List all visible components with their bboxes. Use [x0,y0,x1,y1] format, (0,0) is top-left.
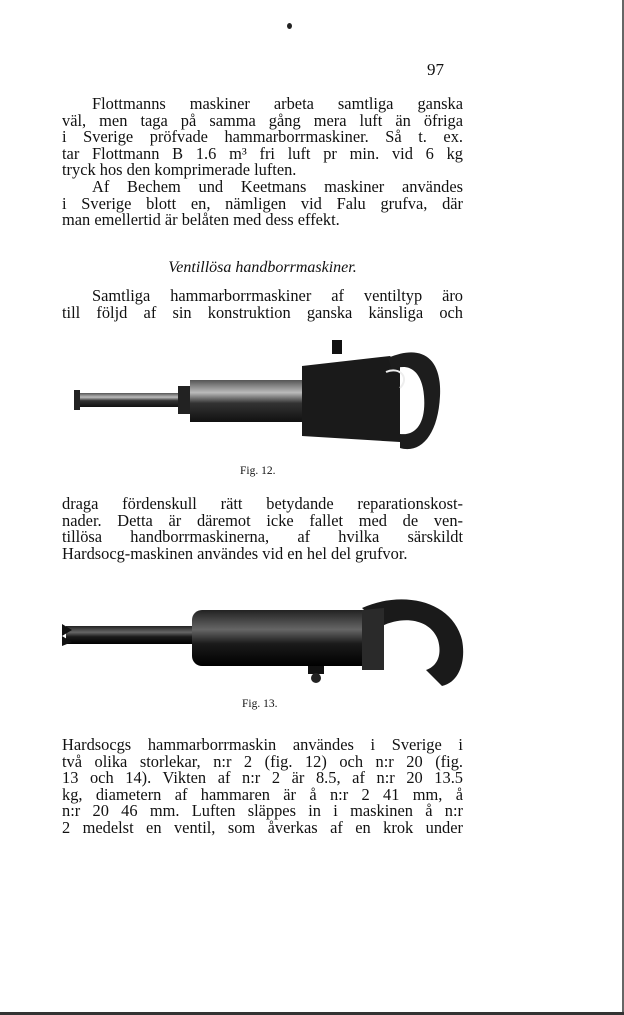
paragraph-reparation [62,496,463,562]
text-line: nader. Detta är däremot icke fallet med de ven- [62,510,463,530]
paragraph-hardsocg [62,737,463,837]
paragraph-flottmann [62,96,463,179]
text-line: Af Bechem und Keetmans maskiner användes [92,177,463,196]
barrel [190,380,308,422]
text-line: man emellertid är belåten med dess effekt. [62,210,340,230]
drill-steel [76,393,184,407]
figure-12-caption: Fig. 12. [240,465,276,477]
text-line: kg, diametern af hammaren är å n:r 2 41 mm, å [62,784,463,804]
text-line: väl, men taga på samma gång mera luft än öfriga [62,110,463,130]
figure-13-drill-illustration [62,590,472,690]
text-line: Hardsocg-maskinen användes vid en hel del grufvor. [62,543,408,563]
text-line: n:r 20 46 mm. Luften släppes in i maskinen å n:r [62,801,463,821]
text-line: Flottmanns maskiner arbeta samtliga ganska [92,94,463,113]
barrel [192,610,372,666]
paragraph-ventiltyp [62,288,463,321]
paragraph-bechem [62,179,463,229]
figure-12-drill-illustration [70,336,450,460]
text-line: i Sverige blott en, nämligen vid Falu grufva, där [62,193,463,213]
text-line: Samtliga hammarborrmaskiner af ventiltyp äro [92,286,463,305]
text-line: 13 och 14). Vikten af n:r 2 är 8.5, af n:r 20 13.5 [62,768,463,788]
text-line: till följd af sin konstruktion ganska känsliga och [62,302,463,322]
text-line: tillösa handborrmaskinerna, af hvilka särskildt [62,527,463,547]
text-line: tryck hos den komprimerade luften. [62,160,297,180]
figure-13-caption: Fig. 13. [242,698,278,710]
text-line: Hardsocgs hammarborrmaskin användes i Sverige i [62,735,463,754]
text-line: draga fördenskull rätt betydande reparationskost- [62,494,463,513]
printer-mark [287,23,292,29]
drill-steel [66,626,196,644]
text-line: i Sverige pröfvade hammarborrmaskiner. Så t. ex. [62,127,463,147]
section-heading: Ventillösa handborrmaskiner. [168,259,357,276]
text-line: 2 medelst en ventil, som åverkas af en krok under [62,817,463,837]
page-number: 97 [427,60,444,79]
text-line: två olika storlekar, n:r 2 (fig. 12) och n:r 20 (fig. [62,751,463,771]
text-line: tar Flottmann B 1.6 m³ fri luft pr min. vid 6 kg [62,143,463,163]
cylinder-head [302,356,400,442]
